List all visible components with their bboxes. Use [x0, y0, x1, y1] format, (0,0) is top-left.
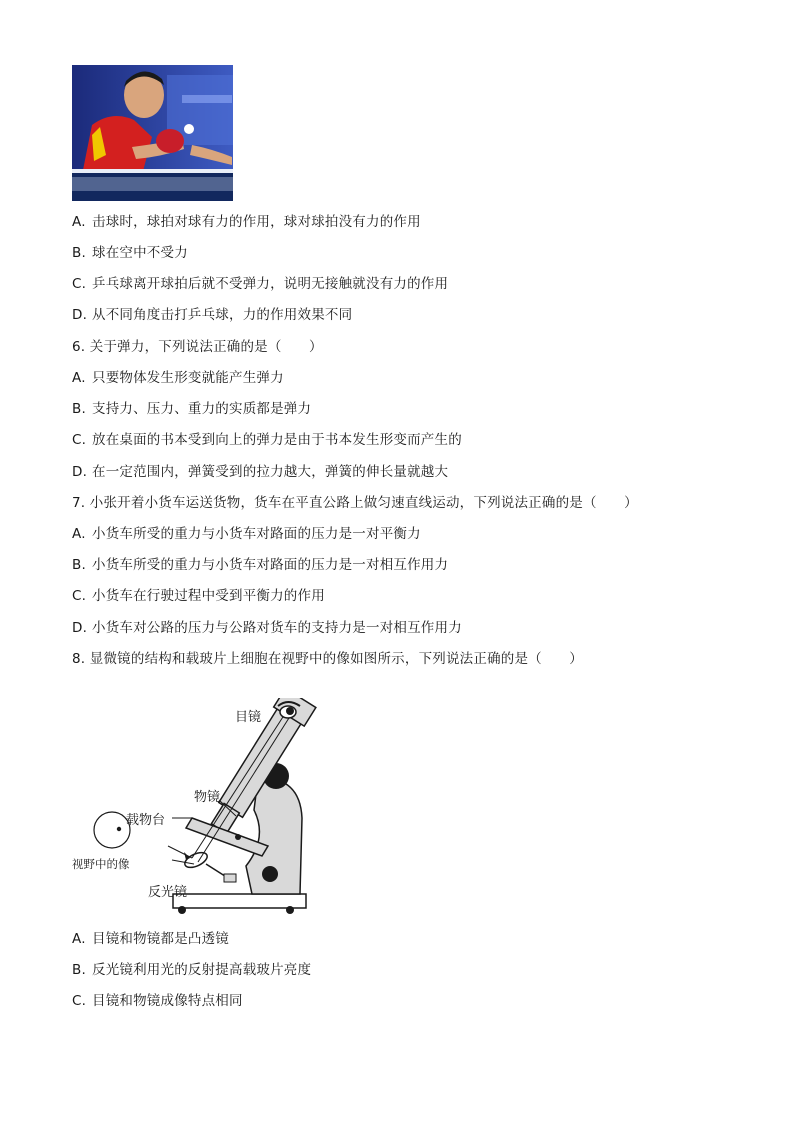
q8-stem: 8. 显微镜的结构和载玻片上细胞在视野中的像如图所示，下列说法正确的是（ ） — [72, 651, 583, 667]
q7-option-b[interactable]: B. 小货车所受的重力与小货车对路面的压力是一对相互作用力 — [72, 557, 449, 573]
q5-option-d[interactable]: D. 从不同角度击打乒乓球，力的作用效果不同 — [72, 307, 353, 323]
label-objective: 物镜 — [194, 790, 221, 805]
label-mirror: 反光镜 — [148, 885, 188, 900]
label-eyepiece: 目镜 — [235, 710, 262, 725]
q5-option-c[interactable]: C. 乒乓球离开球拍后就不受弹力，说明无接触就没有力的作用 — [72, 276, 449, 292]
q8-option-c[interactable]: C. 目镜和物镜成像特点相同 — [72, 993, 243, 1009]
q6-option-c[interactable]: C. 放在桌面的书本受到向上的弹力是由于书本发生形变而产生的 — [72, 432, 462, 448]
microscope-diagram — [68, 698, 318, 918]
q7-option-d[interactable]: D. 小货车对公路的压力与公路对货车的支持力是一对相互作用力 — [72, 620, 462, 636]
q5-option-b[interactable]: B. 球在空中不受力 — [72, 245, 188, 261]
q6-option-b[interactable]: B. 支持力、压力、重力的实质都是弹力 — [72, 401, 312, 417]
q7-option-c[interactable]: C. 小货车在行驶过程中受到平衡力的作用 — [72, 588, 325, 604]
label-stage: 载物台 — [126, 813, 166, 828]
q7-option-a[interactable]: A. 小货车所受的重力与小货车对路面的压力是一对平衡力 — [72, 526, 421, 542]
q6-option-d[interactable]: D. 在一定范围内，弹簧受到的拉力越大，弹簧的伸长量就越大 — [72, 464, 449, 480]
table-tennis-photo — [72, 65, 233, 201]
q8-option-a[interactable]: A. 目镜和物镜都是凸透镜 — [72, 931, 229, 947]
q5-option-a[interactable]: A. 击球时，球拍对球有力的作用，球对球拍没有力的作用 — [72, 214, 421, 230]
q8-option-b[interactable]: B. 反光镜利用光的反射提高载玻片亮度 — [72, 962, 312, 978]
q6-option-a[interactable]: A. 只要物体发生形变就能产生弹力 — [72, 370, 284, 386]
q7-stem: 7. 小张开着小货车运送货物，货车在平直公路上做匀速直线运动，下列说法正确的是（ ） — [72, 495, 638, 511]
q6-stem: 6. 关于弹力，下列说法正确的是（ ） — [72, 339, 323, 355]
label-view-image: 视野中的像 — [72, 857, 130, 871]
